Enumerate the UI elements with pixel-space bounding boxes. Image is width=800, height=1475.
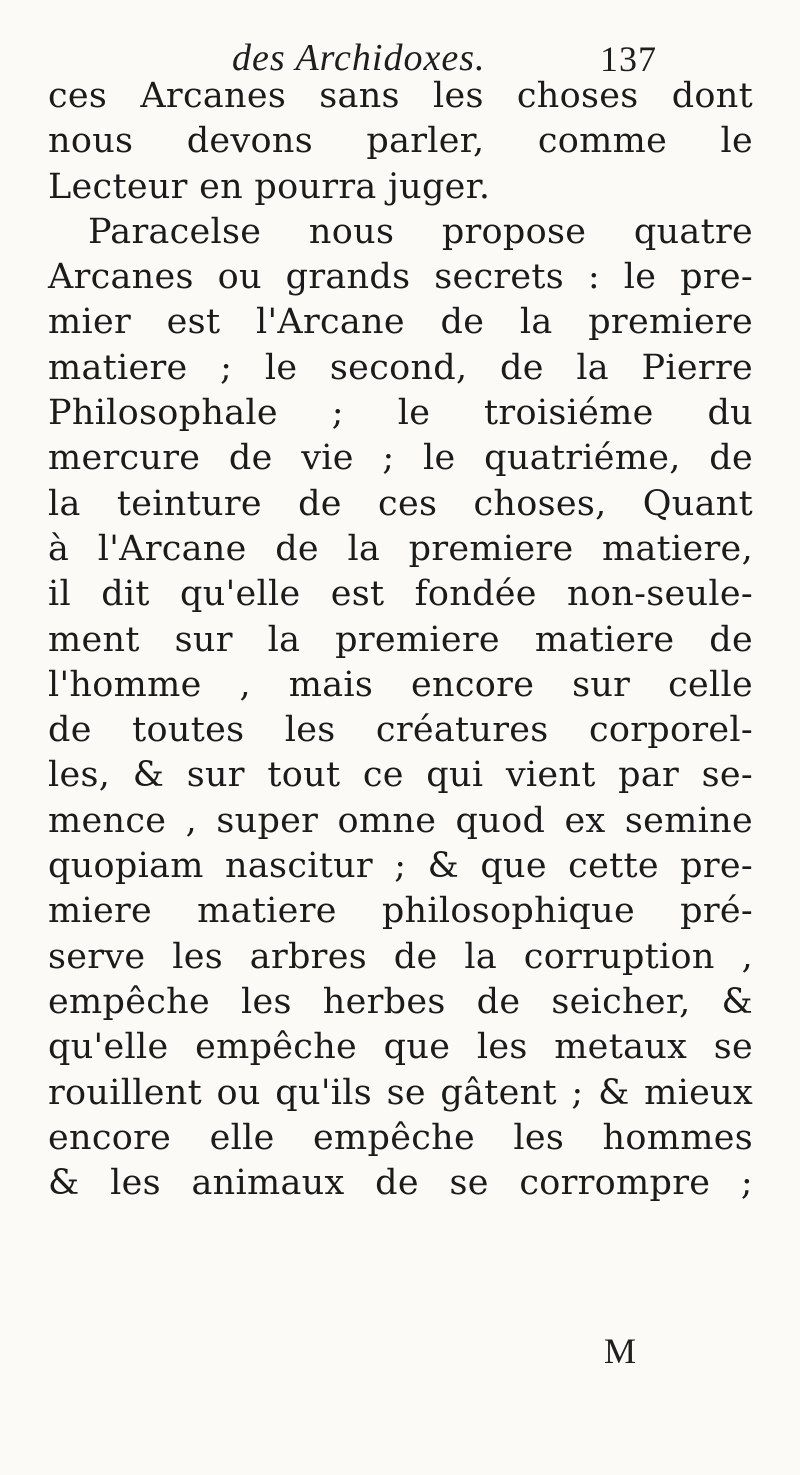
running-title: des Archidoxes.: [232, 37, 486, 79]
text-line: la teinture de ces choses, Quant: [48, 483, 753, 524]
text-line: Philosophale ; le troisiéme du: [48, 393, 753, 434]
body-text: [48, 74, 753, 1206]
text-line: matiere ; le second, de la Pierre: [48, 347, 753, 388]
text-line: de toutes les créatures corporel-: [48, 710, 753, 751]
text-line: ment sur la premiere matiere de: [48, 619, 753, 660]
text-line: il dit qu'elle est fondée non-seule-: [48, 574, 753, 615]
catchword: M: [604, 1331, 637, 1371]
text-line: quopiam nascitur ; & que cette pre-: [48, 846, 753, 887]
page-number: 137: [600, 39, 657, 79]
text-line: serve les arbres de la corruption ,: [48, 936, 753, 977]
text-line: mence , super omne quod ex semine: [48, 800, 753, 841]
text-line: rouillent ou qu'ils se gâtent ; & mieux: [48, 1072, 753, 1113]
text-line: ces Arcanes sans les choses dont: [48, 76, 753, 116]
text-line: mier est l'Arcane de la premiere: [48, 302, 753, 343]
text-line: Arcanes ou grands secrets : le pre-: [48, 257, 753, 298]
text-line: miere matiere philosophique pré-: [48, 891, 753, 932]
text-line: l'homme , mais encore sur celle: [48, 664, 753, 705]
text-line: nous devons parler, comme le: [48, 121, 753, 162]
page-header: [0, 30, 800, 80]
text-line: Lecteur en pourra juger.: [48, 166, 491, 207]
text-line: & les animaux de se corrompre ;: [48, 1163, 753, 1204]
text-line: à l'Arcane de la premiere matiere,: [48, 528, 753, 569]
text-line: Paracelse nous propose quatre: [88, 211, 753, 252]
text-line: les, & sur tout ce qui vient par se-: [48, 755, 753, 796]
text-line: mercure de vie ; le quatriéme, de: [48, 438, 753, 479]
text-line: empêche les herbes de seicher, &: [48, 981, 753, 1022]
text-line: encore elle empêche les hommes: [48, 1117, 753, 1158]
text-line: qu'elle empêche que les metaux se: [48, 1027, 753, 1068]
